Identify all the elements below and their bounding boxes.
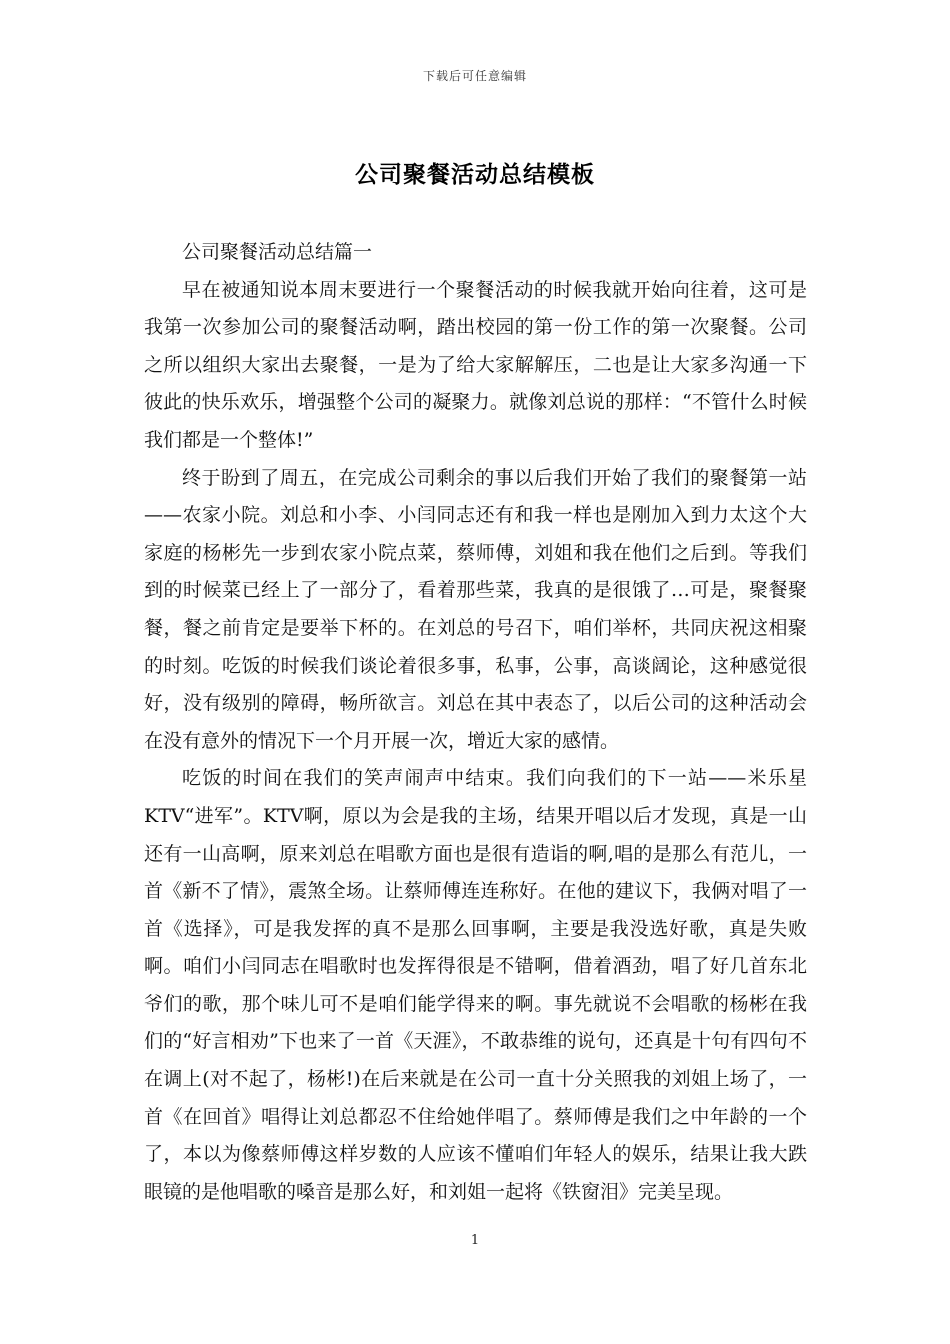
document-body (144, 234, 807, 1211)
header-note: 下载后可任意编辑 (422, 69, 527, 83)
paragraph-2: 终于盼到了周五，在完成公司剩余的事以后我们开始了我们的聚餐第一站——农家小院。刘总和小李、小闫同志还有和我一样也是刚加入到力太这个大家庭的杨彬先一步到农家小院点菜，蔡师傅，刘姐和我在他们之后到。等我们到的时候菜已经上了一部分了，看着那些菜，我真的是很饿了…可是，聚餐聚餐，餐之前肯定是要举下杯的。在刘总的号召下，咱们举杯，共同庆祝这相聚的时刻。吃饭的时候我们谈论着很多事，私事，公事，高谈阔论，这种感觉很好，没有级别的障碍，畅所欲言。刘总在其中表态了，以后公司的这种活动会在没有意外的情况下一个月开展一次，增近大家的感情。 (144, 466, 807, 752)
paragraph-3: 吃饭的时间在我们的笑声闹声中结束。我们向我们的下一站——米乐星KTV“进军”。KTV啊，原以为会是我的主场，结果开唱以后才发现，真是一山还有一山高啊，原来刘总在唱歌方面也是很有造诣的啊,唱的是那么有范儿，一首《新不了情》，震煞全场。让蔡师傅连连称好。在他的建议下，我俩对唱了一首《选择》，可是我发挥的真不是那么回事啊，主要是我没选好歌，真是失败啊。咱们小闫同志在唱歌时也发挥得很是不错啊，借着酒劲，唱了好几首东北爷们的歌，那个味儿可不是咱们能学得来的啊。事先就说不会唱歌的杨彬在我们的“好言相劝”下也来了一首《天涯》，不敢恭维的说句，还真是十句有四句不在调上(对不起了，杨彬!)在后来就是在公司一直十分关照我的刘姐上场了，一首《在回首》唱得让刘总都忍不住给她伴唱了。蔡师傅是我们之中年龄的一个了，本以为像蔡师傅这样岁数的人应该不懂咱们年轻人的娱乐，结果让我大跌眼镜的是他唱歌的嗓音是那么好，和刘姐一起将《铁窗泪》完美呈现。 (144, 767, 807, 1203)
page-number: 1 (470, 1233, 480, 1248)
paragraph-1: 早在被通知说本周末要进行一个聚餐活动的时候我就开始向往着，这可是我第一次参加公司的聚餐活动啊，踏出校园的第一份工作的第一次聚餐。公司之所以组织大家出去聚餐，一是为了给大家解解压，二也是让大家多沟通一下彼此的快乐欢乐，增强整个公司的凝聚力。就像刘总说的那样：“不管什么时候我们都是一个整体!” (144, 278, 807, 451)
document-title: 公司聚餐活动总结模板 (355, 161, 595, 188)
section-heading: 公司聚餐活动总结篇一 (182, 241, 373, 263)
